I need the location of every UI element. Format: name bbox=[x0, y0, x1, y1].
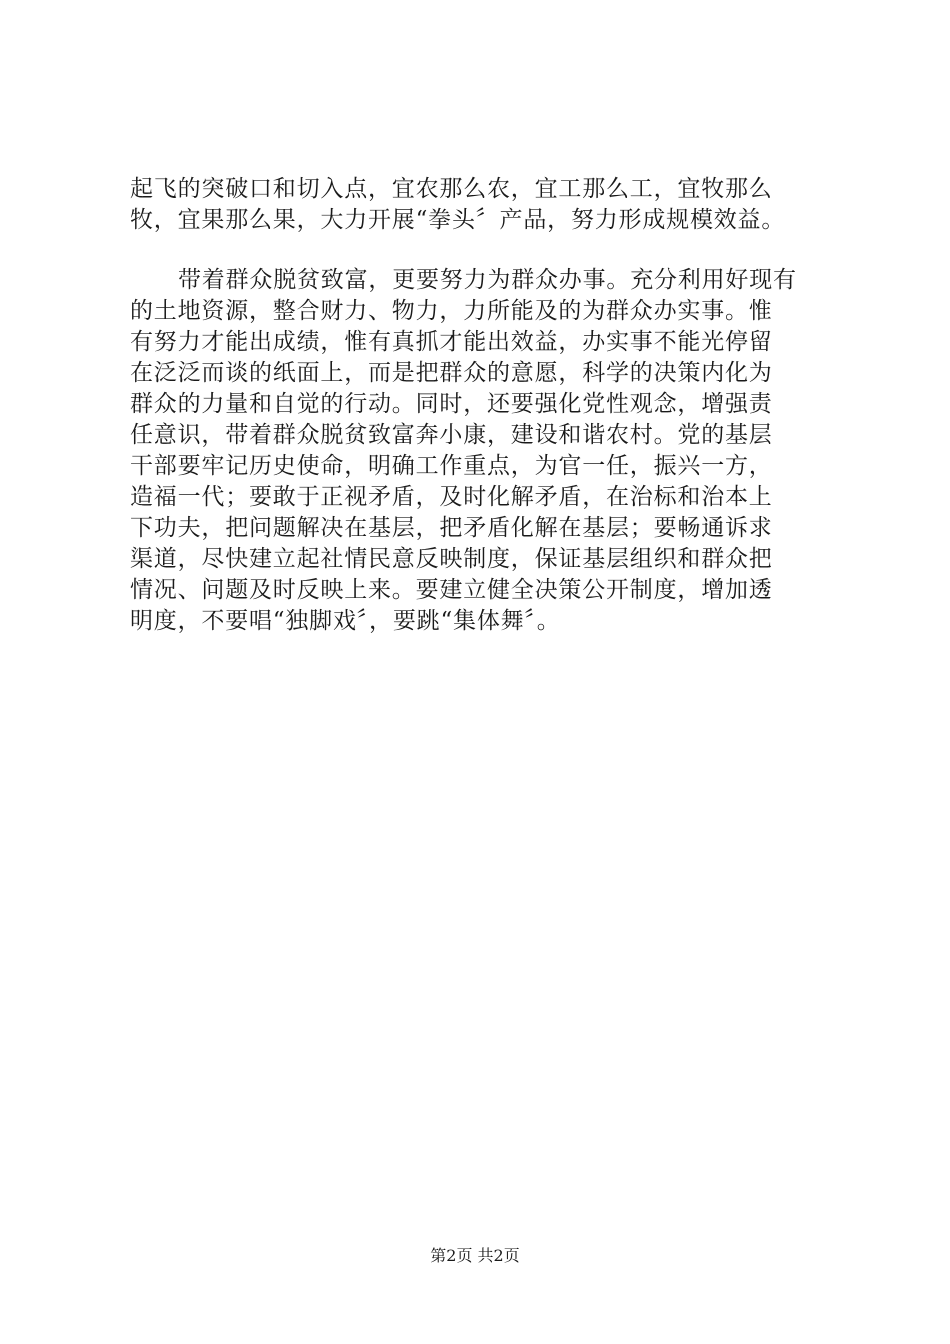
paragraph-line: 在泛泛而谈的纸面上，而是把群众的意愿，科学的决策内化为 bbox=[130, 360, 773, 386]
paragraph-line: 群众的力量和自觉的行动。同时，还要强化党性观念，增强责 bbox=[130, 391, 773, 417]
paragraph-line: 情况、问题及时反映上来。要建立健全决策公开制度，增加透 bbox=[130, 577, 773, 603]
page-number-label: 第2页 共2页 bbox=[430, 1246, 520, 1265]
paragraph-line: 牧，宜果那么果，大力开展“拳头〞产品，努力形成规模效益。 bbox=[130, 207, 786, 233]
paragraph-1 bbox=[130, 174, 830, 236]
paragraph-line: 造福一代；要敢于正视矛盾，及时化解矛盾，在治标和治本上 bbox=[130, 484, 773, 510]
paragraph-line: 明度，不要唱“独脚戏〞，要跳“集体舞〞。 bbox=[130, 608, 561, 634]
paragraph-2 bbox=[130, 265, 830, 637]
paragraph-line: 渠道，尽快建立起社情民意反映制度，保证基层组织和群众把 bbox=[130, 546, 773, 572]
page-footer bbox=[0, 1243, 950, 1266]
paragraph-line: 的土地资源，整合财力、物力，力所能及的为群众办实事。惟 bbox=[130, 298, 773, 324]
document-body bbox=[130, 174, 830, 637]
paragraph-spacer bbox=[130, 236, 830, 265]
paragraph-line: 干部要牢记历史使命，明确工作重点，为官一任，振兴一方， bbox=[130, 453, 773, 479]
paragraph-line: 有努力才能出成绩，惟有真抓才能出效益，办实事不能光停留 bbox=[130, 329, 773, 355]
paragraph-line: 任意识，带着群众脱贫致富奔小康，建设和谐农村。党的基层 bbox=[130, 422, 773, 448]
paragraph-line: 带着群众脱贫致富，更要努力为群众办事。充分利用好现有 bbox=[178, 267, 797, 293]
paragraph-line: 起飞的突破口和切入点，宜农那么农，宜工那么工，宜牧那么 bbox=[130, 176, 773, 202]
paragraph-line: 下功夫，把问题解决在基层，把矛盾化解在基层；要畅通诉求 bbox=[130, 515, 773, 541]
